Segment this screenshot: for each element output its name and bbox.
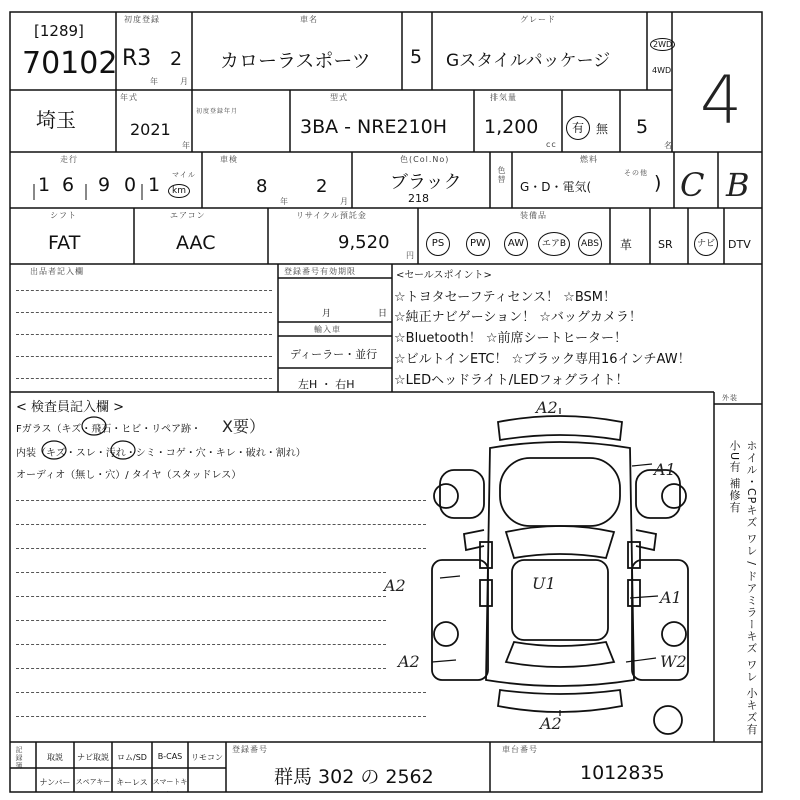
inspector-line — [16, 620, 386, 621]
note-line — [16, 312, 272, 313]
label-model-year: 年式 — [120, 93, 138, 102]
note-line — [16, 334, 272, 335]
equip-sr: SR — [658, 238, 673, 251]
car-diagram — [420, 400, 710, 740]
model-year: 2021 — [130, 120, 171, 139]
label-first-reg-small: 初度登録年月 — [196, 108, 239, 115]
mileage-ticks — [30, 178, 170, 202]
fuel: G・D・電気( — [520, 180, 592, 194]
note-line — [16, 290, 272, 291]
mileage-digit: 1 — [148, 174, 161, 196]
label-cc: 排気量 — [490, 93, 517, 102]
car-name: カローラスポーツ — [220, 50, 371, 72]
label-aircon: エアコン — [170, 211, 206, 220]
lot-number: 70102 — [22, 46, 118, 81]
damage-mark: A2 — [536, 398, 558, 417]
side-vertical-text: ホイル・CPキズ ワレ / ドアミラーキズ ワレ 小キズ有 小U有 補修有 — [728, 440, 758, 736]
equip-navi: ナビ — [694, 232, 718, 256]
chassis-number: 1012835 — [580, 762, 665, 784]
label-grade: グレード — [520, 15, 556, 24]
inspector-line — [16, 548, 426, 549]
label-color: 色(Col.No) — [400, 155, 450, 164]
grade: Gスタイルパッケージ — [446, 51, 611, 71]
damage-mark: A2 — [540, 714, 562, 733]
footer-keyless: キーレス — [116, 778, 148, 787]
dealer-parallel: ディーラー・並行 — [290, 348, 378, 361]
model-code: 3BA - NRE210H — [300, 116, 448, 138]
footer-remote: リモコン — [191, 753, 223, 762]
inspector-line — [16, 692, 426, 693]
footer-bcas: B-CAS — [157, 752, 183, 761]
unit-km: km — [168, 184, 190, 198]
label-sales-points: <セールスポイント> — [396, 270, 492, 281]
fuel-close: ) — [654, 172, 662, 194]
note-line — [16, 356, 272, 357]
unit-month-3: 月 — [340, 197, 349, 206]
label-exhibitor: 出品者記入欄 — [30, 267, 84, 276]
unit-day-expiry: 日 — [378, 309, 388, 319]
aircon-yes: 有 — [566, 116, 590, 140]
unit-year-2: 年 — [182, 141, 191, 150]
grade-exterior: C — [680, 166, 705, 204]
label-inspection: 車検 — [220, 155, 238, 164]
sales-point: ☆ビルトインETC！ ☆ブラック専用16インチAW！ — [394, 352, 691, 367]
registration-number: 群馬 302 の 2562 — [274, 766, 434, 788]
unit-month-expiry: 月 — [322, 309, 332, 319]
unit-year-3: 年 — [280, 197, 289, 206]
label-exterior: 外装 — [722, 394, 738, 402]
damage-mark: A1 — [654, 460, 676, 479]
damage-mark: U1 — [532, 574, 556, 593]
mileage-digit: 1 — [38, 174, 51, 196]
inspector-line — [16, 668, 386, 669]
label-equipment: 装備品 — [520, 211, 547, 220]
shift: FAT — [48, 232, 81, 254]
first-reg-month: 2 — [170, 48, 183, 70]
damage-mark: A1 — [660, 588, 682, 607]
prefecture: 埼玉 — [36, 108, 76, 132]
color: ブラック — [390, 172, 462, 193]
inspector-circles — [0, 410, 300, 470]
equip-airbag: エアB — [538, 232, 570, 256]
inspector-fglass: Fガラス（キズ・飛石・ヒビ・リペア跡・ — [16, 424, 202, 435]
inspector-line — [16, 524, 426, 525]
inspector-fglass-hand: X要） — [222, 417, 265, 436]
steering-side: 左H ・ 右H — [298, 378, 355, 391]
door-count: 5 — [410, 46, 423, 68]
inspection-year: 8 — [256, 176, 268, 197]
unit-persons: 名 — [664, 141, 673, 150]
drive-4wd: 4WD — [652, 66, 672, 75]
label-shift: シフト — [50, 211, 77, 220]
seats: 5 — [636, 116, 649, 138]
recycle-fee: 9,520 — [338, 232, 390, 253]
label-color-change: 色替 — [497, 166, 506, 184]
unit-yen: 円 — [406, 251, 415, 260]
label-fuel: 燃料 — [580, 155, 598, 164]
footer-smart-key: スマートキー — [152, 778, 188, 796]
label-expiry: 登録番号有効期限 — [284, 267, 356, 276]
label-car-name: 車名 — [300, 15, 318, 24]
equip-aw: AW — [504, 232, 528, 256]
label-registration: 登録番号 — [232, 745, 268, 754]
note-line — [16, 378, 272, 379]
damage-mark: W2 — [660, 652, 687, 671]
label-records: 記録簿 — [15, 746, 23, 770]
label-history: 輸入車 — [314, 325, 341, 334]
footer-navi-manual: ナビ取説 — [77, 753, 109, 762]
sales-point: ☆トヨタセーフティセンス！ ☆BSM！ — [394, 290, 616, 305]
label-first-reg: 初度登録 — [124, 15, 160, 24]
equip-dtv: DTV — [728, 238, 751, 251]
inspector-line — [16, 596, 386, 597]
lot-code: [1289] — [34, 22, 84, 40]
fuel-other-label: その他 — [624, 169, 648, 177]
overall-score: 4 — [700, 62, 742, 139]
footer-manual: 取説 — [47, 753, 63, 762]
unit-year: 年 — [150, 77, 159, 86]
aircon-type: AAC — [176, 232, 216, 254]
equip-ps: PS — [426, 232, 450, 256]
inspector-interior: 内装（キズ・スレ・汚れ・シミ・コゲ・穴・キレ・破れ・割れ） — [16, 448, 306, 459]
inspector-title: < 検査員記入欄 > — [16, 400, 125, 415]
label-chassis: 車台番号 — [502, 745, 538, 754]
inspector-line — [16, 500, 426, 501]
unit-cc: cc — [546, 140, 557, 149]
mileage-digit: 0 — [124, 174, 137, 196]
equip-abs: ABS — [578, 232, 602, 256]
footer-rom-sd: ロム/SD — [117, 753, 147, 762]
displacement: 1,200 — [484, 116, 539, 138]
inspector-line — [16, 716, 426, 717]
footer-number: ナンバー — [39, 778, 71, 787]
label-model: 型式 — [330, 93, 348, 102]
grade-interior: B — [726, 166, 750, 204]
sales-point: ☆LEDヘッドライト/LEDフォグライト！ — [394, 373, 629, 388]
damage-mark: A2 — [384, 576, 406, 595]
equip-pw: PW — [466, 232, 490, 256]
inspection-month: 2 — [316, 176, 328, 197]
label-mileage: 走行 — [60, 155, 78, 164]
sales-point: ☆純正ナビゲーション！ ☆バッグカメラ！ — [394, 310, 642, 325]
inspector-line — [16, 572, 386, 573]
inspector-audio: オーディオ（無し・穴）/ タイヤ（スタッドレス） — [16, 470, 242, 481]
unit-month: 月 — [180, 77, 189, 86]
mileage-digit: 6 — [62, 174, 75, 196]
color-code: 218 — [408, 192, 429, 205]
drive-2wd: 2WD — [650, 38, 675, 51]
era: R3 — [122, 46, 152, 71]
equip-leather: 革 — [620, 238, 633, 252]
aircon-no: 無 — [596, 122, 609, 136]
mileage-digit: 9 — [98, 174, 111, 196]
label-recycle: リサイクル預託金 — [296, 211, 367, 220]
footer-spare-key: スペアキー — [75, 778, 111, 786]
sales-point: ☆Bluetooth！ ☆前席シートヒーター！ — [394, 331, 628, 346]
damage-mark: A2 — [398, 652, 420, 671]
inspector-line — [16, 644, 386, 645]
unit-mile: マイル — [172, 171, 196, 179]
